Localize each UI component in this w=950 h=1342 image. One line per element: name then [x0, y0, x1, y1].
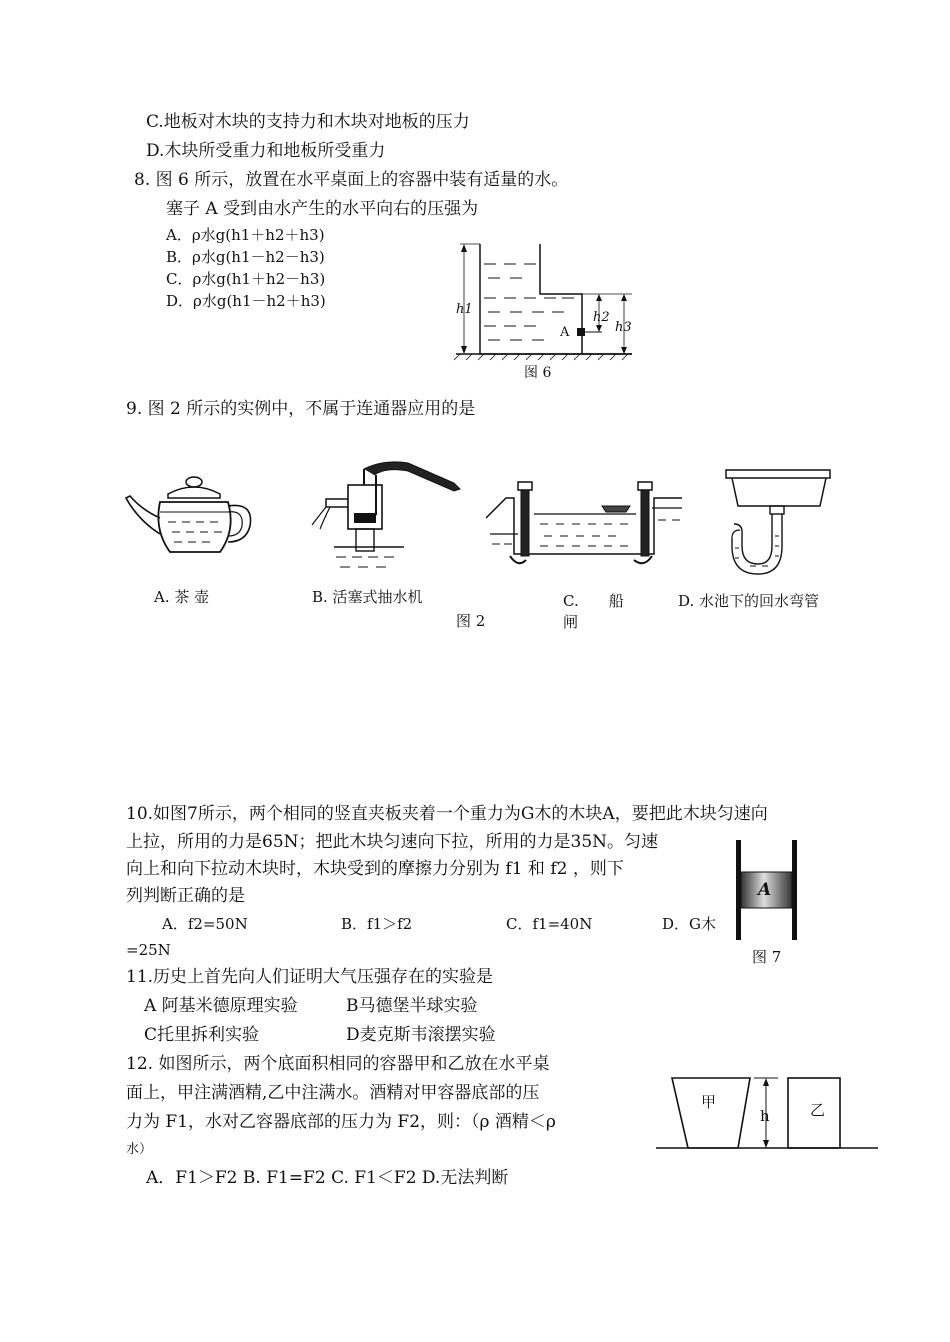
q11-stem: 11.历史上首先向人们证明大气压强存在的实验是	[126, 967, 494, 987]
q12-options: A．F1＞F2 B. F1=F2 C. F1＜F2 D.无法判断	[146, 1168, 509, 1188]
q12-stem-line1: 12. 如图所示，两个底面积相同的容器甲和乙放在水平桌	[126, 1054, 550, 1074]
q11-option-a: A 阿基米德原理实验	[144, 996, 298, 1016]
figure-2-caption-d: D. 水池下的回水弯管	[678, 592, 820, 610]
q8-option-d: D．ρ水g(h1－h2＋h3)	[166, 292, 326, 310]
q12-stem-line3: 力为 F1，水对乙容器底部的压力为 F2，则：（ρ 酒精＜ρ	[126, 1112, 556, 1132]
q10-stem-line1: 10.如图7所示，两个相同的竖直夹板夹着一个重力为G木的木块A，要把此木块匀速向	[126, 804, 768, 824]
figure-2-caption-a: A. 茶 壶	[154, 588, 210, 606]
figure-6-caption: 图 6	[524, 365, 552, 381]
q11-option-c: C托里拆利实验	[144, 1025, 260, 1045]
q10-stem-line4: 列判断正确的是	[126, 886, 245, 906]
q12-label-jia: 甲	[701, 1093, 717, 1111]
figure-2-caption-b: B. 活塞式抽水机	[312, 588, 423, 606]
figure-2-caption-c-line2: 闸	[563, 613, 579, 631]
q8-option-c: C．ρ水g(h1＋h2－h3)	[166, 270, 326, 288]
q12-label-yi: 乙	[810, 1101, 826, 1119]
q7-option-c: C.地板对木块的支持力和木块对地板的压力	[146, 112, 470, 132]
ship-lock-illustration	[484, 476, 684, 571]
figure-2-caption: 图 2	[456, 612, 486, 630]
q9-stem: 9. 图 2 所示的实例中，不属于连通器应用的是	[126, 399, 476, 419]
q12-stem-line2: 面上，甲注满酒精,乙中注满水。酒精对甲容器底部的压	[126, 1083, 540, 1103]
figure-6-label-a: A	[560, 325, 570, 340]
q12-label-h: h	[760, 1107, 770, 1125]
q12-stem-line4: 水）	[126, 1142, 153, 1157]
figure-7-block-label: A	[758, 880, 772, 900]
q10-option-d: D．G木	[662, 915, 717, 933]
q8-option-b: B．ρ水g(h1－h2－h3)	[166, 248, 325, 266]
q10-stem-line3: 向上和向下拉动木块时，木块受到的摩擦力分别为 f1 和 f2 ，则下	[126, 859, 624, 879]
figure-7-caption: 图 7	[752, 948, 782, 966]
teapot-illustration	[124, 470, 259, 560]
q10-option-b: B．f1＞f2	[341, 915, 413, 933]
q10-option-d-continued: =25N	[126, 941, 171, 959]
q11-option-d: D麦克斯韦滚摆实验	[346, 1025, 496, 1045]
sink-trap-illustration	[720, 466, 836, 581]
figure-6-label-h3: h3	[615, 320, 632, 335]
q8-stem: 8. 图 6 所示，放置在水平桌面上的容器中装有适量的水。	[134, 170, 569, 190]
q11-option-b: B马德堡半球实验	[346, 996, 478, 1016]
figure-6-label-h1: h1	[456, 302, 473, 317]
figure-6-label-h2: h2	[593, 310, 610, 325]
q8-stem-2: 塞子 A 受到由水产生的水平向右的压强为	[166, 199, 479, 219]
piston-pump-illustration	[304, 455, 466, 580]
q10-option-c: C．f1=40N	[506, 915, 593, 933]
q10-stem-line2: 上拉，所用的力是65N；把此木块匀速向下拉，所用的力是35N。匀速	[126, 832, 659, 852]
q10-option-a: A．f2=50N	[162, 915, 248, 933]
q8-option-a: A．ρ水g(h1＋h2＋h3)	[166, 226, 325, 244]
q7-option-d: D.木块所受重力和地板所受重力	[146, 141, 386, 161]
figure-2-caption-c: C. 船	[563, 592, 624, 610]
